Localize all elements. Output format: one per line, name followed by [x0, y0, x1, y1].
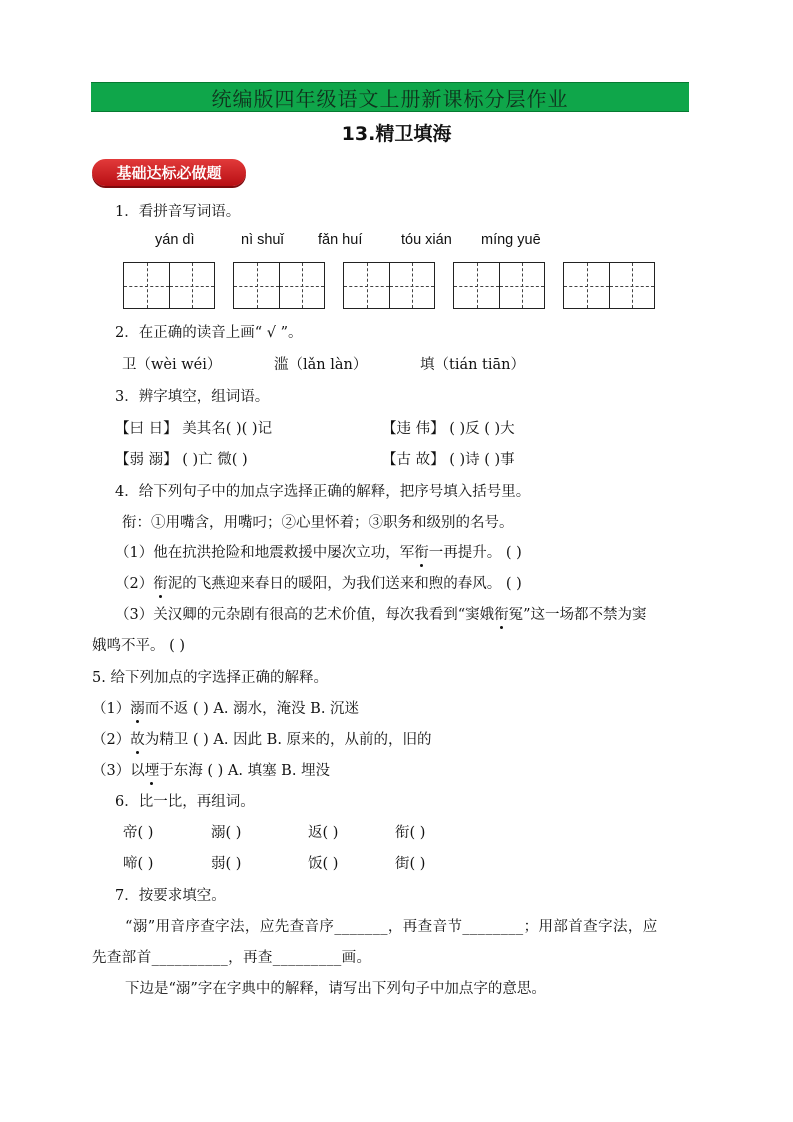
q4-s2-dotted-char: 衔 — [153, 572, 168, 593]
q5-row-1[interactable] — [92, 697, 359, 718]
q4-s2-text: 泥的飞燕迎来春日的暖阳，为我们送来和煦的春风。 ( ) — [167, 576, 522, 592]
page-title: 13.精卫填海 — [341, 123, 452, 145]
q1-pinyin-1: yán dì — [155, 232, 195, 248]
q2-item-wei[interactable]: 卫（wèi wéi） — [122, 357, 222, 373]
q5-r2-text: 为精卫 ( ) A. 因此 B. 原来的，从前的，旧的 — [144, 732, 432, 748]
q7-line-2[interactable]: 先查部首__________，再查_________画。 — [92, 950, 372, 966]
q3-row2-left[interactable]: 【弱 溺】 ( )亡 微( ) — [115, 452, 248, 468]
q6-item-fan2[interactable]: 饭( ) — [308, 856, 339, 872]
q5-r2-dotted-char: 故 — [130, 728, 145, 749]
q7-line-1[interactable]: “溺”用音序查字法，应先查音序_______，再查音节________；用部首查字法，应 — [125, 919, 658, 935]
q3-prompt: 3．辨字填空，组词语。 — [115, 389, 270, 405]
q4-s3-dotted-char: 衔 — [494, 603, 509, 624]
section-badge: 基础达标必做题 — [92, 159, 246, 186]
q1-writing-grid-1[interactable] — [123, 262, 215, 309]
q1-pinyin-3: fǎn huí — [318, 232, 363, 248]
q7-prompt: 7．按要求填空。 — [115, 888, 226, 904]
q3-row1-right[interactable]: 【违 伟】 ( )反 ( )大 — [382, 421, 515, 437]
q1-pinyin-5: míng yuē — [481, 232, 541, 248]
q5-r2-num: （2） — [92, 732, 131, 748]
q2-item-lan[interactable]: 滥（lǎn làn） — [274, 357, 368, 373]
q6-item-xian[interactable]: 衔( ) — [395, 825, 426, 841]
q4-sentence-2[interactable] — [115, 572, 522, 593]
q4-sentence-3[interactable] — [115, 603, 647, 624]
q4-s2-num: （2） — [115, 576, 154, 592]
q3-row2-right[interactable]: 【古 故】 ( )诗 ( )事 — [382, 452, 515, 468]
q5-prompt: 5. 给下列加点的字选择正确的解释。 — [92, 670, 328, 686]
q6-item-ni[interactable]: 溺( ) — [211, 825, 242, 841]
q6-item-di[interactable]: 帝( ) — [123, 825, 154, 841]
q4-s1-dotted-char: 衔 — [414, 541, 429, 562]
q4-sentence-1[interactable] — [115, 541, 522, 562]
q4-s3-text-end: 冤”这一场都不禁为窦 — [508, 607, 647, 623]
q1-pinyin-2: nì shuǐ — [241, 232, 284, 248]
q4-definition: 衔：①用嘴含，用嘴叼；②心里怀着；③职务和级别的名号。 — [122, 515, 514, 531]
q3-row1-left[interactable]: 【曰 日】 美其名( )( )记 — [115, 421, 273, 437]
q1-writing-grid-3[interactable] — [343, 262, 435, 309]
q5-row-2[interactable] — [92, 728, 432, 749]
q5-r3-dotted-char: 堙 — [145, 759, 160, 780]
q7-line-3: 下边是“溺”字在字典中的解释，请写出下列句子中加点字的意思。 — [125, 981, 546, 997]
q1-pinyin-4: tóu xián — [401, 232, 452, 248]
q6-item-ti[interactable]: 啼( ) — [123, 856, 154, 872]
q5-r3-text: 于东海 ( ) A. 填塞 B. 埋没 — [159, 763, 331, 779]
q6-item-jie[interactable]: 街( ) — [395, 856, 426, 872]
q5-r1-num: （1） — [92, 701, 131, 717]
q1-writing-grid-4[interactable] — [453, 262, 545, 309]
q5-row-3[interactable] — [92, 759, 330, 780]
q4-prompt: 4．给下列句子中的加点字选择正确的解释，把序号填入括号里。 — [115, 484, 531, 500]
q2-prompt: 2．在正确的读音上画“ √ ”。 — [115, 325, 303, 341]
q5-r1-text: 而不返 ( ) A. 溺水，淹没 B. 沉迷 — [144, 701, 360, 717]
header-banner: 统编版四年级语文上册新课标分层作业 — [91, 82, 689, 112]
q2-item-tian[interactable]: 填（tián tiān） — [420, 357, 526, 373]
q6-prompt: 6．比一比，再组词。 — [115, 794, 255, 810]
q4-s1-text: （1）他在抗洪抢险和地震救援中屡次立功，军 — [115, 545, 415, 561]
q1-prompt: 1．看拼音写词语。 — [115, 204, 241, 220]
q1-writing-grid-5[interactable] — [563, 262, 655, 309]
q4-sentence-3-cont[interactable]: 娥鸣不平。 ( ) — [92, 638, 186, 654]
q5-r1-dotted-char: 溺 — [130, 697, 145, 718]
q6-item-ruo[interactable]: 弱( ) — [211, 856, 242, 872]
q6-item-fan[interactable]: 返( ) — [308, 825, 339, 841]
q5-r3-num: （3）以 — [92, 763, 145, 779]
q1-writing-grid-2[interactable] — [233, 262, 325, 309]
q4-s1-answer: 一再提升。 ( ) — [428, 545, 522, 561]
q4-s3-text: （3）关汉卿的元杂剧有很高的艺术价值，每次我看到“窦娥 — [115, 607, 495, 623]
